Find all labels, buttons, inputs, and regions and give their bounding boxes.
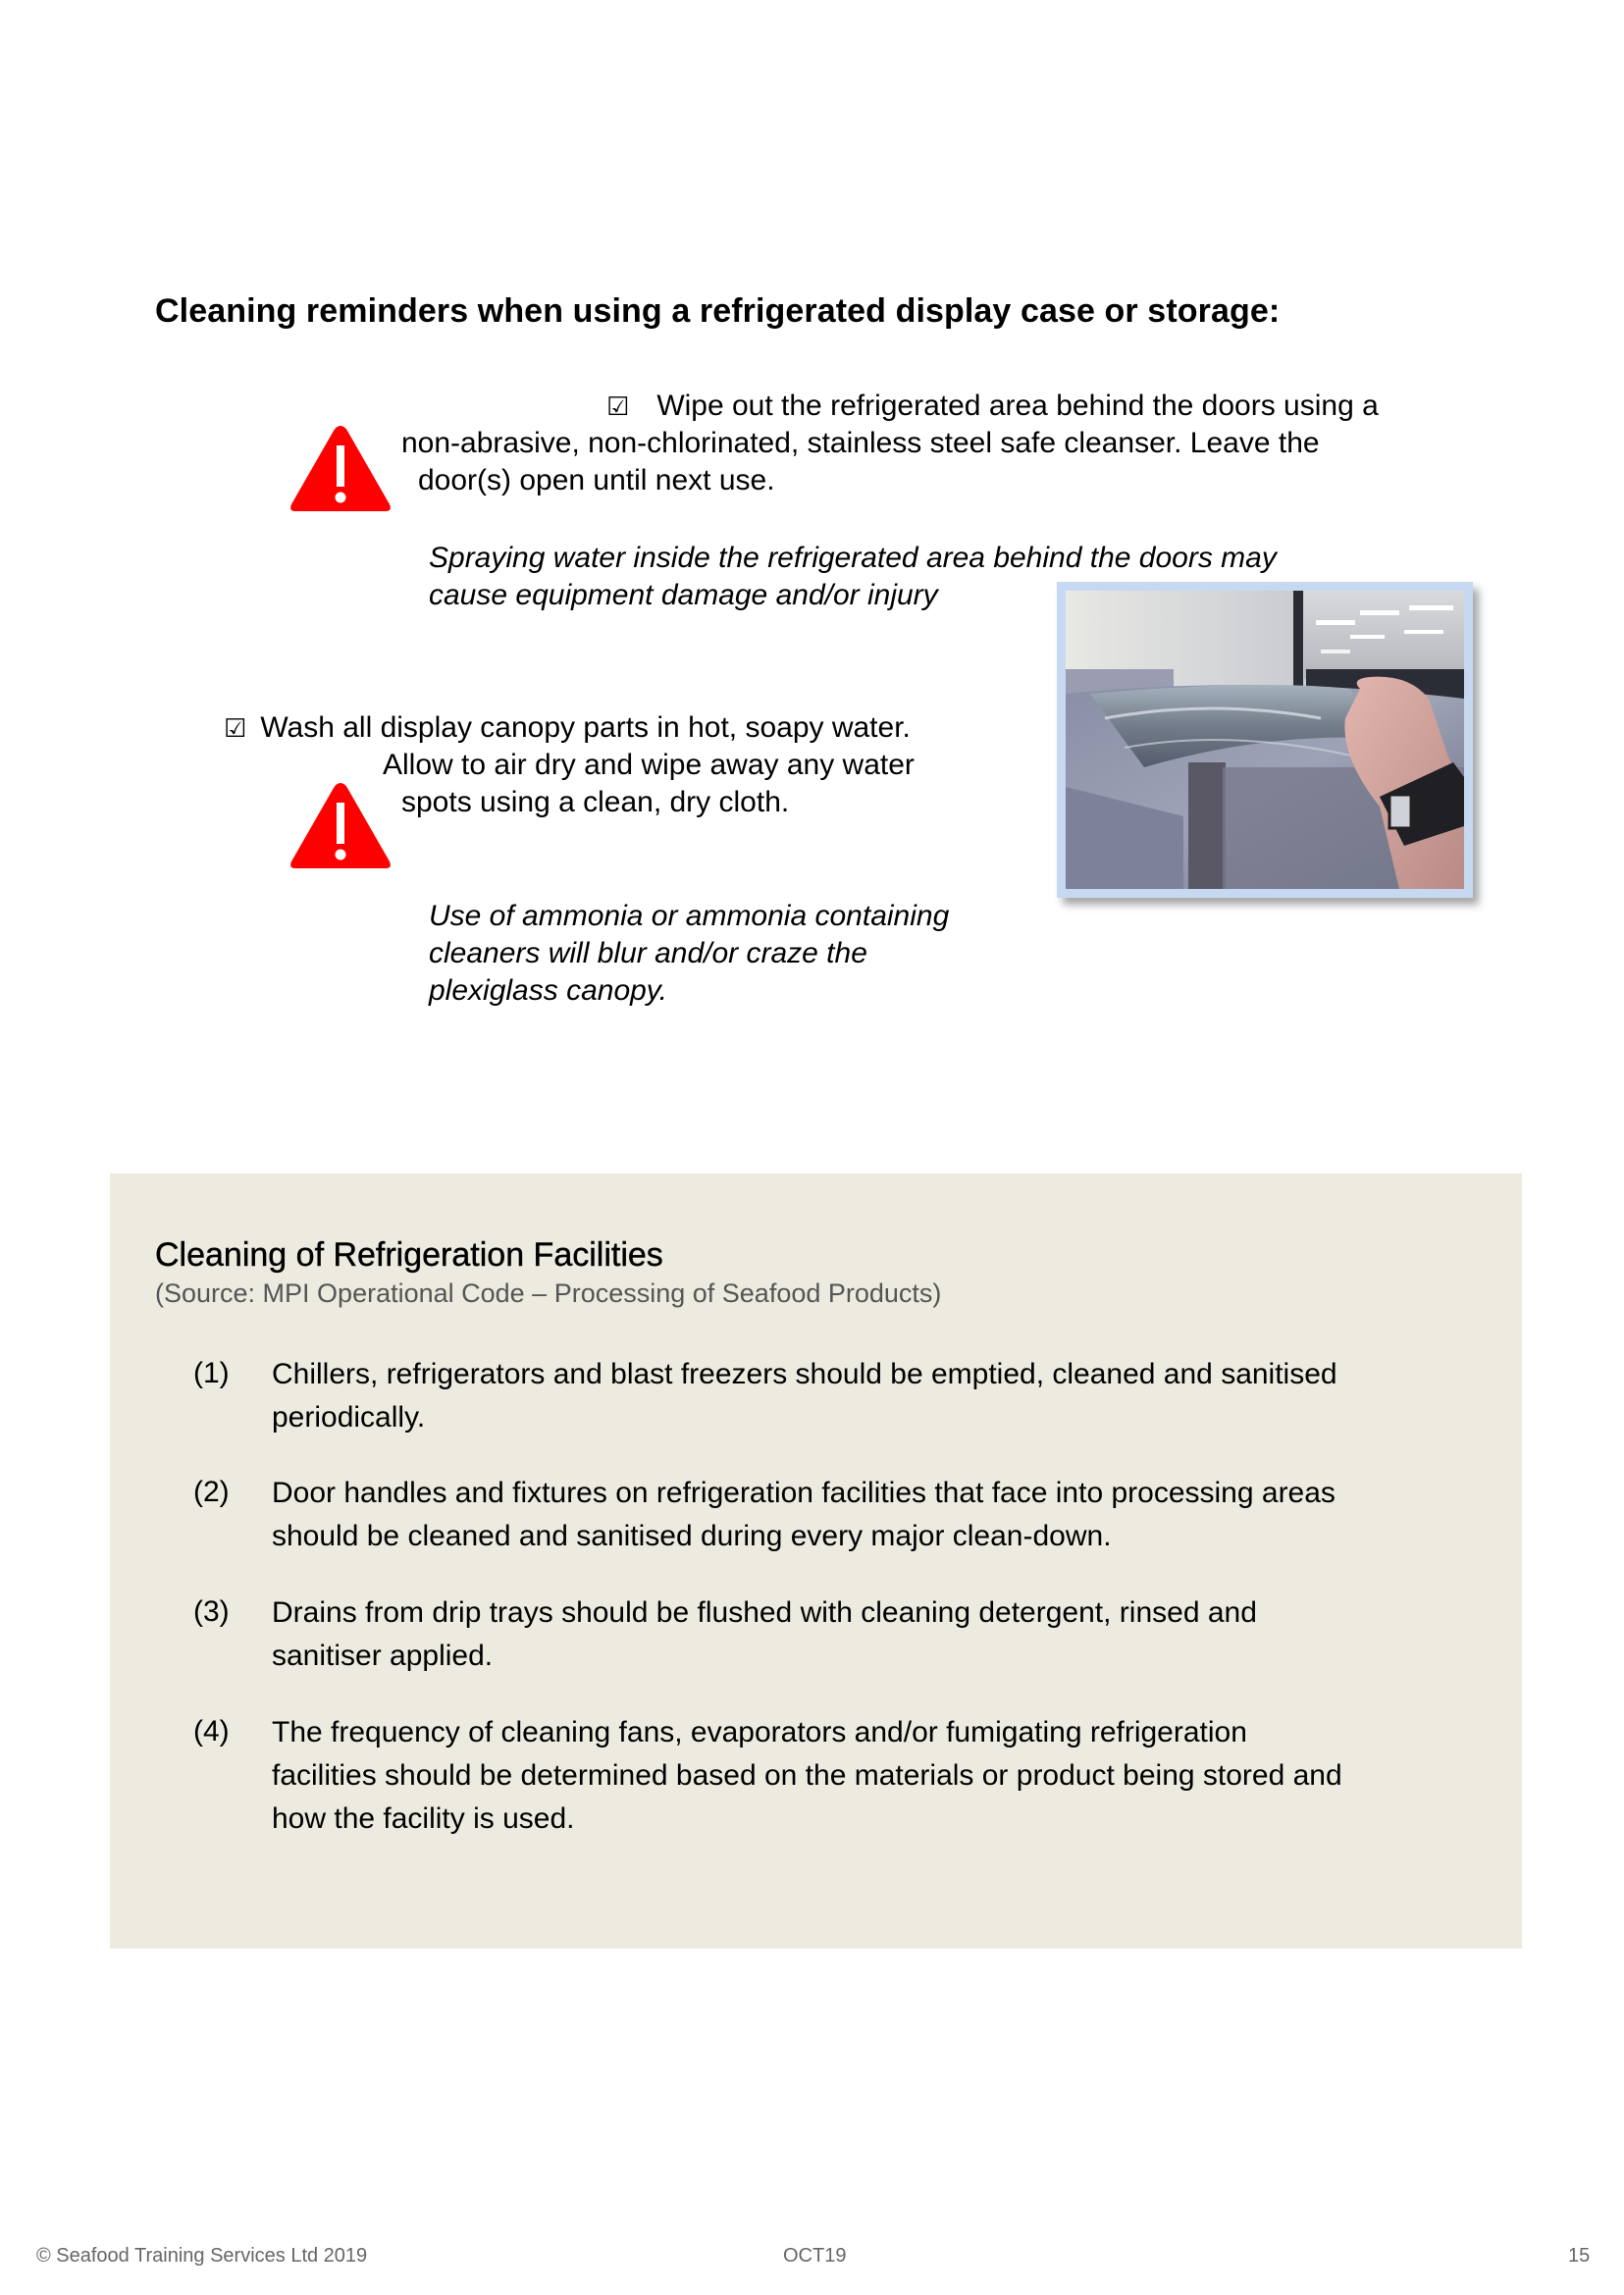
warning-triangle-icon	[288, 422, 393, 514]
list-item-3-number: (3)	[193, 1595, 230, 1628]
list-item-2-line-1: Door handles and fixtures on refrigeration facilities that face into processing areas	[272, 1477, 1336, 1509]
checkbox-checked-icon: ☑	[224, 713, 247, 743]
list-item-3-line-2: sanitiser applied.	[272, 1640, 494, 1672]
reminder-1-text-1: Wipe out the refrigerated area behind the doors using a	[656, 390, 1379, 422]
list-item-2	[272, 1472, 1479, 1558]
reminder-1-warning-2: cause equipment damage and/or injury	[429, 579, 938, 611]
reminder-1-line-1	[606, 388, 1379, 425]
list-item-2-line-2: should be cleaned and sanitised during every major clean-down.	[272, 1520, 1112, 1552]
list-item-4	[272, 1711, 1479, 1841]
list-item-3	[272, 1591, 1479, 1678]
list-item-4-line-1: The frequency of cleaning fans, evaporators and/or fumigating refrigeration	[272, 1716, 1247, 1748]
section-heading: Cleaning reminders when using a refrigerated display case or storage:	[155, 292, 1281, 330]
display-case-photo	[1057, 582, 1473, 898]
photo-illustration	[1066, 591, 1464, 889]
reminder-2-line-2: Allow to air dry and wipe away any water	[383, 749, 915, 781]
reminder-2-warning-1: Use of ammonia or ammonia containing	[429, 900, 950, 932]
photo-image	[1066, 591, 1464, 889]
reminder-2-line-1	[224, 709, 911, 747]
list-item-4-line-3: how the facility is used.	[272, 1802, 575, 1835]
footer-page-number: 15	[1568, 2245, 1591, 2267]
list-item-3-line-1: Drains from drip trays should be flushed with cleaning detergent, rinsed and	[272, 1596, 1257, 1629]
reminder-1-warning-1: Spraying water inside the refrigerated area behind the doors may	[429, 542, 1277, 574]
box-source: (Source: MPI Operational Code – Processing of Seafood Products)	[155, 1278, 942, 1308]
reminder-1-line-3: door(s) open until next use.	[418, 464, 775, 496]
list-item-1-line-2: periodically.	[272, 1401, 426, 1434]
reminder-2-text-1: Wash all display canopy parts in hot, soapy water.	[260, 711, 911, 744]
reminder-2-warning-2: cleaners will blur and/or craze the	[429, 937, 867, 969]
footer-copyright: © Seafood Training Services Ltd 2019	[36, 2245, 368, 2267]
list-item-1-line-1: Chillers, refrigerators and blast freezers should be emptied, cleaned and sanitised	[272, 1358, 1337, 1390]
warning-triangle-icon	[288, 779, 393, 871]
box-title: Cleaning of Refrigeration Facilities	[155, 1236, 663, 1274]
list-item-2-number: (2)	[193, 1476, 230, 1508]
list-item-4-line-2: facilities should be determined based on the materials or product being stored and	[272, 1759, 1342, 1792]
reminder-1-line-2: non-abrasive, non-chlorinated, stainless steel safe cleanser. Leave the	[401, 427, 1320, 459]
reminder-2-line-3: spots using a clean, dry cloth.	[401, 786, 790, 818]
list-item-1	[272, 1353, 1479, 1439]
footer-edition: OCT19	[783, 2245, 847, 2267]
reminder-2-warning-3: plexiglass canopy.	[429, 974, 667, 1007]
checkbox-checked-icon: ☑	[606, 391, 630, 421]
list-item-1-number: (1)	[193, 1357, 230, 1389]
list-item-4-number: (4)	[193, 1715, 230, 1747]
